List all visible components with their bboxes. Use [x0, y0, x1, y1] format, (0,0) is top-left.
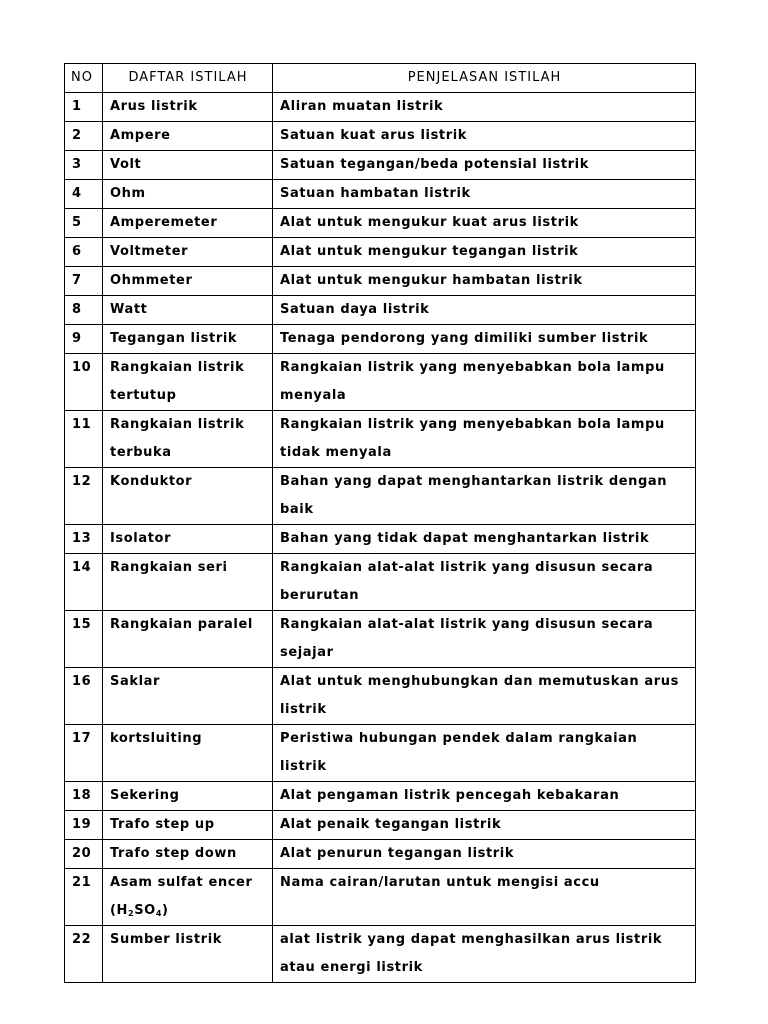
glossary-sheet	[64, 63, 695, 983]
row-no: 1	[65, 93, 103, 122]
table-row	[65, 296, 696, 325]
row-no: 21	[65, 869, 103, 926]
row-term: Ampere	[103, 122, 273, 151]
row-description: Alat penaik tegangan listrik	[273, 811, 696, 840]
row-description: Rangkaian listrik yang menyebabkan bola lampu tidak menyala	[273, 411, 696, 468]
row-term: Konduktor	[103, 468, 273, 525]
row-term: Rangkaian paralel	[103, 611, 273, 668]
table-row	[65, 840, 696, 869]
table-row	[65, 180, 696, 209]
row-term: Sekering	[103, 782, 273, 811]
table-row	[65, 209, 696, 238]
table-row	[65, 468, 696, 525]
row-no: 15	[65, 611, 103, 668]
row-no: 13	[65, 525, 103, 554]
row-description: Bahan yang tidak dapat menghantarkan listrik	[273, 525, 696, 554]
row-description: Alat pengaman listrik pencegah kebakaran	[273, 782, 696, 811]
table-header-row	[65, 64, 696, 93]
row-term: Arus listrik	[103, 93, 273, 122]
table-row	[65, 122, 696, 151]
row-description: Satuan daya listrik	[273, 296, 696, 325]
row-term: Isolator	[103, 525, 273, 554]
row-term: Watt	[103, 296, 273, 325]
row-no: 20	[65, 840, 103, 869]
row-term: Saklar	[103, 668, 273, 725]
row-no: 19	[65, 811, 103, 840]
chemical-formula: $(H_2SO_4)$	[110, 903, 169, 918]
row-description: Rangkaian alat-alat listrik yang disusun secara berurutan	[273, 554, 696, 611]
row-no: 2	[65, 122, 103, 151]
table-row	[65, 151, 696, 180]
row-description: Bahan yang dapat menghantarkan listrik dengan baik	[273, 468, 696, 525]
header-term: DAFTAR ISTILAH	[103, 64, 273, 93]
row-no: 16	[65, 668, 103, 725]
row-no: 17	[65, 725, 103, 782]
table-row	[65, 93, 696, 122]
row-term: Rangkaian listrik terbuka	[103, 411, 273, 468]
row-term: Ohmmeter	[103, 267, 273, 296]
row-term: Volt	[103, 151, 273, 180]
row-term: Rangkaian listrik tertutup	[103, 354, 273, 411]
row-no: 9	[65, 325, 103, 354]
table-row	[65, 238, 696, 267]
row-no: 5	[65, 209, 103, 238]
row-term: Ohm	[103, 180, 273, 209]
row-description: Rangkaian alat-alat listrik yang disusun secara sejajar	[273, 611, 696, 668]
row-description: Alat untuk menghubungkan dan memutuskan arus listrik	[273, 668, 696, 725]
row-description: Alat penurun tegangan listrik	[273, 840, 696, 869]
header-no: NO	[65, 64, 103, 93]
row-description: Peristiwa hubungan pendek dalam rangkaian listrik	[273, 725, 696, 782]
row-term: Amperemeter	[103, 209, 273, 238]
table-row	[65, 354, 696, 411]
table-row	[65, 668, 696, 725]
table-row	[65, 782, 696, 811]
table-row	[65, 554, 696, 611]
row-description: Alat untuk mengukur tegangan listrik	[273, 238, 696, 267]
table-row	[65, 267, 696, 296]
row-term: Sumber listrik	[103, 926, 273, 983]
row-description: Tenaga pendorong yang dimiliki sumber listrik	[273, 325, 696, 354]
table-row	[65, 926, 696, 983]
row-description: Satuan kuat arus listrik	[273, 122, 696, 151]
row-no: 14	[65, 554, 103, 611]
table-row	[65, 325, 696, 354]
row-description: Satuan hambatan listrik	[273, 180, 696, 209]
glossary-table	[64, 63, 696, 983]
row-no: 3	[65, 151, 103, 180]
row-description: alat listrik yang dapat menghasilkan arus listrik atau energi listrik	[273, 926, 696, 983]
row-no: 18	[65, 782, 103, 811]
row-term: Rangkaian seri	[103, 554, 273, 611]
table-row	[65, 811, 696, 840]
table-row	[65, 869, 696, 926]
header-description: PENJELASAN ISTILAH	[273, 64, 696, 93]
row-term-text: Asam sulfat encer	[110, 875, 253, 890]
row-description: Rangkaian listrik yang menyebabkan bola lampu menyala	[273, 354, 696, 411]
row-term: Trafo step up	[103, 811, 273, 840]
row-description: Satuan tegangan/beda potensial listrik	[273, 151, 696, 180]
row-term: Trafo step down	[103, 840, 273, 869]
row-description: Alat untuk mengukur hambatan listrik	[273, 267, 696, 296]
row-no: 6	[65, 238, 103, 267]
row-term: Tegangan listrik	[103, 325, 273, 354]
row-term: Voltmeter	[103, 238, 273, 267]
row-description: Alat untuk mengukur kuat arus listrik	[273, 209, 696, 238]
row-no: 11	[65, 411, 103, 468]
row-term	[103, 869, 273, 926]
row-no: 10	[65, 354, 103, 411]
row-description: Aliran muatan listrik	[273, 93, 696, 122]
table-row	[65, 525, 696, 554]
table-row	[65, 725, 696, 782]
table-row	[65, 611, 696, 668]
table-row	[65, 411, 696, 468]
row-no: 22	[65, 926, 103, 983]
row-no: 4	[65, 180, 103, 209]
row-no: 7	[65, 267, 103, 296]
row-no: 12	[65, 468, 103, 525]
row-term: kortsluiting	[103, 725, 273, 782]
row-no: 8	[65, 296, 103, 325]
row-description: Nama cairan/larutan untuk mengisi accu	[273, 869, 696, 926]
